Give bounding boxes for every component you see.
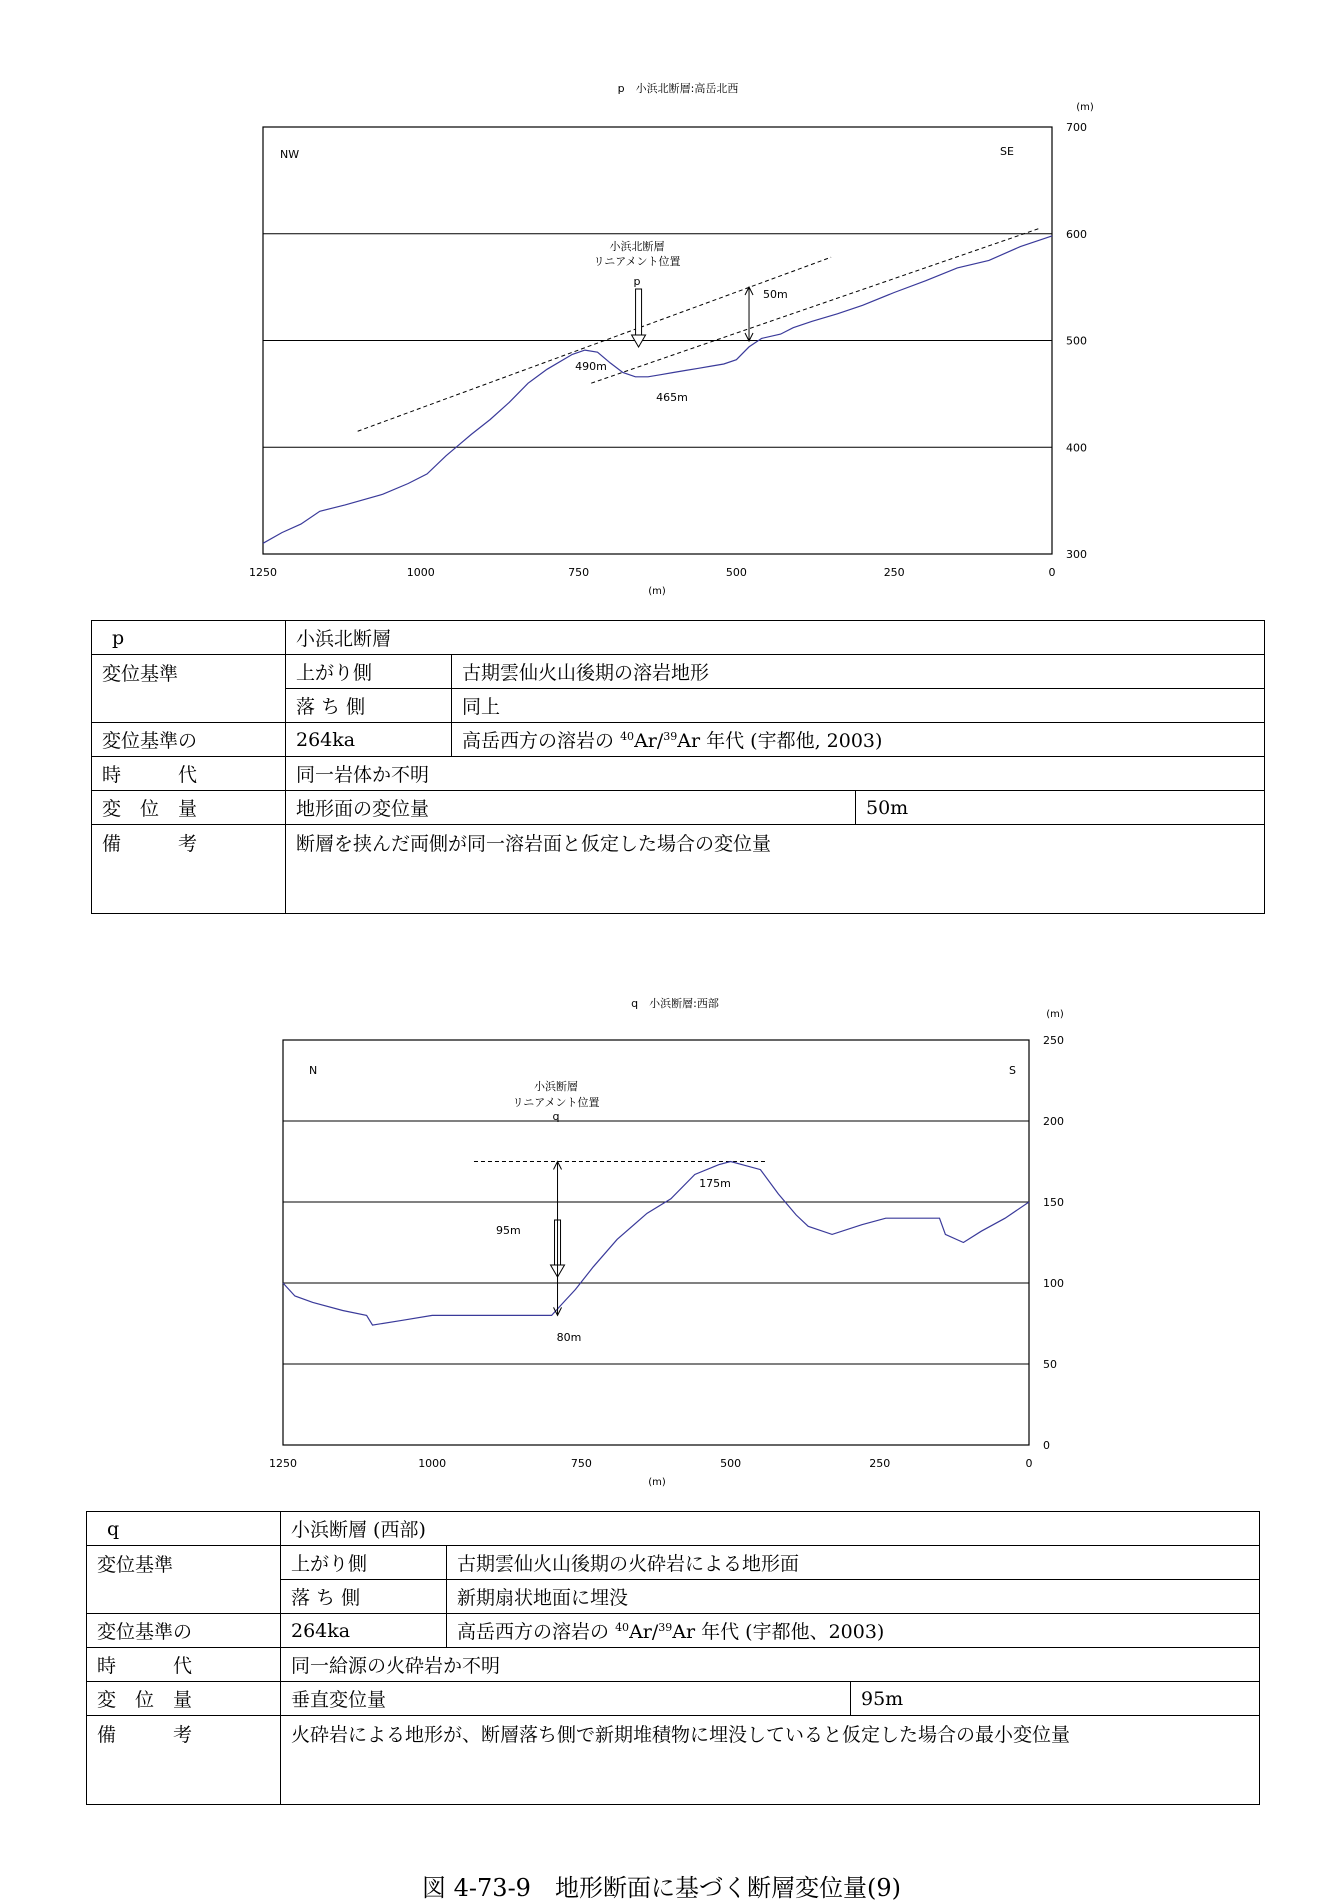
y-tick-label: 300 (1066, 548, 1087, 561)
fault-id-cell: p (92, 621, 286, 655)
age-label-1: 変位基準の (92, 723, 286, 757)
x-tick-label: 1000 (406, 566, 435, 579)
down-side-value: 新期扇状地面に埋没 (447, 1580, 1260, 1614)
direction-right: SE (1000, 145, 1014, 158)
x-tick-label: 750 (570, 1457, 592, 1470)
fault-id-label: q (552, 1110, 560, 1123)
fault-name-cell: 小浜断層 (西部) (281, 1512, 1260, 1546)
up-side-label: 上がり側 (286, 655, 452, 689)
x-unit-label: (m) (648, 586, 666, 597)
fault-arrow (632, 289, 646, 347)
chart-title: q 小浜断層:西部 (631, 997, 719, 1010)
isotope-2: 39 (658, 1621, 673, 1634)
age-note (447, 1614, 1260, 1648)
guide-dashed-line (358, 257, 831, 431)
x-tick-label: 1250 (269, 1457, 297, 1470)
x-tick-label: 750 (568, 566, 590, 579)
profile-line (283, 1162, 1029, 1326)
direction-right: S (1009, 1064, 1016, 1077)
x-tick-label: 250 (883, 566, 905, 579)
amount-type: 垂直変位量 (281, 1682, 851, 1716)
amount-label: 変 位 量 (87, 1682, 281, 1716)
x-tick-label: 500 (725, 566, 747, 579)
fault-label-line1: 小浜断層 (534, 1080, 578, 1093)
direction-left: N (309, 1064, 318, 1077)
offset-arrow (745, 287, 753, 341)
upper-elev-label: 175m (699, 1177, 731, 1190)
figure-caption: 図 4-73-9 地形断面に基づく断層変位量(9) (422, 1874, 901, 1902)
up-side-value: 古期雲仙火山後期の火砕岩による地形面 (447, 1546, 1260, 1580)
y-unit-label: (m) (1046, 1009, 1064, 1020)
age-note-post: Ar 年代 (宇都他, 2003) (677, 730, 883, 752)
y-tick-label: 600 (1066, 227, 1087, 241)
age-label-2: 時 代 (87, 1648, 281, 1682)
y-unit-label: (m) (1076, 102, 1094, 113)
isotope-1: 40 (620, 730, 635, 743)
x-tick-label: 1000 (418, 1457, 447, 1470)
fault-label-line2: リニアメント位置 (512, 1096, 600, 1109)
isotope-mid: Ar/ (634, 730, 664, 752)
y-tick-label: 700 (1066, 121, 1087, 134)
age-note-pre: 高岳西方の溶岩の (457, 1621, 610, 1643)
isotope-1: 40 (615, 1621, 630, 1634)
amount-value: 95m (851, 1682, 1260, 1716)
y-tick-label: 400 (1066, 441, 1087, 455)
fault-label-line1: 小浜北断層 (609, 240, 665, 253)
x-tick-label: 250 (869, 1457, 891, 1470)
fault-name-cell: 小浜北断層 (286, 621, 1265, 655)
age-note-2: 同一給源の火砕岩か不明 (281, 1648, 1260, 1682)
down-side-label: 落 ち 側 (281, 1580, 447, 1614)
direction-left: NW (280, 148, 300, 161)
lower-elev-label: 80m (556, 1331, 582, 1344)
arrow-shaft (636, 289, 642, 335)
x-tick-label: 1250 (249, 566, 277, 579)
y-tick-label: 50 (1043, 1358, 1057, 1371)
x-tick-label: 0 (1025, 1457, 1033, 1470)
amount-type: 地形面の変位量 (286, 791, 856, 825)
amount-value: 50m (856, 791, 1265, 825)
x-unit-label: (m) (648, 1477, 666, 1488)
y-tick-label: 150 (1043, 1196, 1064, 1209)
remarks-label: 備 考 (87, 1716, 281, 1805)
chart-title: p 小浜北断層:高岳北西 (617, 82, 739, 95)
age-note-pre: 高岳西方の溶岩の (462, 730, 615, 752)
x-tick-label: 500 (720, 1457, 742, 1470)
isotope-mid: Ar/ (629, 1621, 659, 1643)
profile-line (263, 236, 1052, 543)
fault-label-line2: リニアメント位置 (593, 255, 681, 268)
y-tick-label: 0 (1043, 1439, 1050, 1452)
age-note (452, 723, 1265, 757)
upper-elev-label: 490m (575, 360, 607, 373)
amount-label: 変 位 量 (92, 791, 286, 825)
fault-id-label: p (633, 275, 641, 288)
plot-frame (283, 1040, 1029, 1445)
age-note-2: 同一岩体か不明 (286, 757, 1265, 791)
offset-label: 50m (763, 288, 788, 301)
displacement-table-q (86, 1511, 1260, 1805)
offset-label: 95m (496, 1224, 521, 1237)
up-side-value: 古期雲仙火山後期の溶岩地形 (452, 655, 1265, 689)
down-side-value: 同上 (452, 689, 1265, 723)
displacement-ref-label: 変位基準 (87, 1546, 281, 1614)
up-side-label: 上がり側 (281, 1546, 447, 1580)
fault-id-cell: q (87, 1512, 281, 1546)
lower-elev-label: 465m (656, 391, 688, 404)
age-label-1: 変位基準の (87, 1614, 281, 1648)
profile-chart-q (0, 990, 1323, 1500)
isotope-2: 39 (663, 730, 678, 743)
y-tick-label: 100 (1043, 1277, 1064, 1290)
age-value: 264ka (281, 1614, 447, 1648)
remarks-value: 火砕岩による地形が、断層落ち側で新期堆積物に埋没していると仮定した場合の最小変位量 (281, 1716, 1260, 1805)
down-side-label: 落 ち 側 (286, 689, 452, 723)
age-note-post: Ar 年代 (宇都他、2003) (672, 1621, 885, 1643)
y-tick-label: 500 (1066, 334, 1087, 348)
remarks-value: 断層を挟んだ両側が同一溶岩面と仮定した場合の変位量 (286, 825, 1265, 914)
y-tick-label: 200 (1043, 1115, 1064, 1128)
age-value: 264ka (286, 723, 452, 757)
remarks-label: 備 考 (92, 825, 286, 914)
profile-chart-p (0, 0, 1323, 610)
age-label-2: 時 代 (92, 757, 286, 791)
displacement-table-p (91, 620, 1265, 914)
y-tick-label: 250 (1043, 1034, 1064, 1047)
x-tick-label: 0 (1048, 566, 1056, 579)
displacement-ref-label: 変位基準 (92, 655, 286, 723)
